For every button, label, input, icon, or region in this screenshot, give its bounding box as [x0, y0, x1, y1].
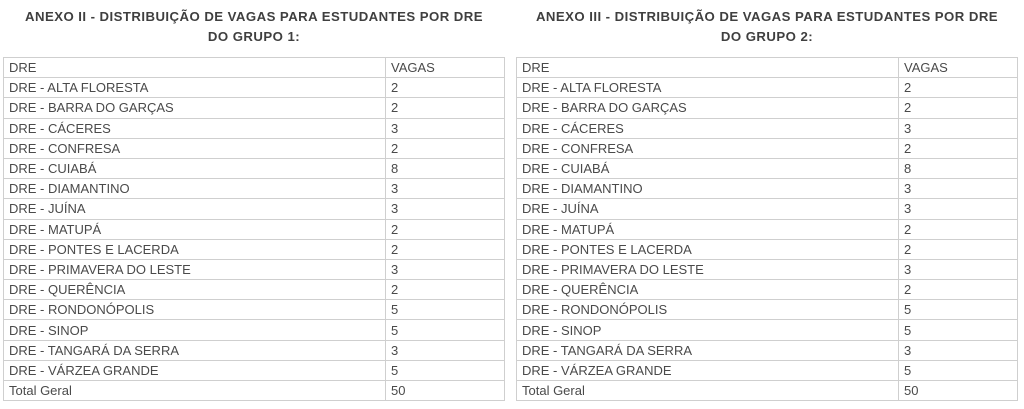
- table-row: [4, 199, 505, 219]
- table-row: [4, 340, 505, 360]
- annex-iii-table-body: [517, 58, 1018, 401]
- annex-ii-title-line2: DO GRUPO 1:: [207, 29, 301, 44]
- annex-iii-title: [516, 7, 1018, 47]
- table-row: [4, 158, 505, 178]
- vagas-count-cell: 3: [899, 199, 1018, 219]
- table-row: [517, 138, 1018, 158]
- table-row: [4, 138, 505, 158]
- table-header-row: [517, 58, 1018, 78]
- annex-iii-table: [516, 57, 1018, 401]
- table-row: [4, 320, 505, 340]
- table-row: [4, 259, 505, 279]
- table-header-row: [4, 58, 505, 78]
- table-row: [517, 320, 1018, 340]
- table-row: [517, 199, 1018, 219]
- annex-ii-title: [3, 7, 505, 47]
- vagas-count-cell: 2: [386, 98, 505, 118]
- dre-name-cell: DRE - CONFRESA: [4, 138, 386, 158]
- table-row: [4, 98, 505, 118]
- total-value: 50: [899, 381, 1018, 401]
- header-vagas: VAGAS: [899, 58, 1018, 78]
- vagas-count-cell: 2: [899, 98, 1018, 118]
- dre-name-cell: DRE - CONFRESA: [517, 138, 899, 158]
- table-row: [517, 179, 1018, 199]
- vagas-count-cell: 2: [899, 138, 1018, 158]
- vagas-count-cell: 5: [899, 320, 1018, 340]
- table-row: [517, 340, 1018, 360]
- dre-name-cell: DRE - VÁRZEA GRANDE: [4, 360, 386, 380]
- table-row: [517, 360, 1018, 380]
- table-row: [517, 239, 1018, 259]
- dre-name-cell: DRE - CÁCERES: [517, 118, 899, 138]
- vagas-count-cell: 2: [386, 219, 505, 239]
- vagas-count-cell: 2: [899, 78, 1018, 98]
- dre-name-cell: DRE - TANGARÁ DA SERRA: [517, 340, 899, 360]
- table-row: [517, 280, 1018, 300]
- dre-name-cell: DRE - SINOP: [517, 320, 899, 340]
- vagas-count-cell: 2: [386, 78, 505, 98]
- vagas-count-cell: 3: [386, 179, 505, 199]
- vagas-count-cell: 8: [899, 158, 1018, 178]
- vagas-count-cell: 5: [386, 320, 505, 340]
- vagas-count-cell: 5: [899, 360, 1018, 380]
- table-row: [4, 300, 505, 320]
- header-dre: DRE: [4, 58, 386, 78]
- total-label: Total Geral: [4, 381, 386, 401]
- vagas-count-cell: 2: [386, 239, 505, 259]
- total-row: [517, 381, 1018, 401]
- vagas-count-cell: 5: [386, 300, 505, 320]
- dre-name-cell: DRE - DIAMANTINO: [4, 179, 386, 199]
- table-row: [517, 98, 1018, 118]
- dre-name-cell: DRE - VÁRZEA GRANDE: [517, 360, 899, 380]
- dre-name-cell: DRE - DIAMANTINO: [517, 179, 899, 199]
- vagas-count-cell: 2: [899, 219, 1018, 239]
- total-label: Total Geral: [517, 381, 899, 401]
- vagas-count-cell: 8: [386, 158, 505, 178]
- dre-name-cell: DRE - MATUPÁ: [517, 219, 899, 239]
- dre-name-cell: DRE - PRIMAVERA DO LESTE: [4, 259, 386, 279]
- vagas-count-cell: 5: [386, 360, 505, 380]
- dre-name-cell: DRE - PRIMAVERA DO LESTE: [517, 259, 899, 279]
- annex-ii-title-line1: ANEXO II - DISTRIBUIÇÃO DE VAGAS PARA ESTUDANTES POR DRE: [25, 9, 483, 24]
- dre-name-cell: DRE - ALTA FLORESTA: [4, 78, 386, 98]
- dre-name-cell: DRE - RONDONÓPOLIS: [4, 300, 386, 320]
- table-row: [4, 78, 505, 98]
- annex-ii-table: [3, 57, 505, 401]
- annex-iii-title-line2: DO GRUPO 2:: [720, 29, 814, 44]
- vagas-count-cell: 3: [899, 340, 1018, 360]
- dre-name-cell: DRE - MATUPÁ: [4, 219, 386, 239]
- vagas-count-cell: 3: [899, 118, 1018, 138]
- table-row: [4, 360, 505, 380]
- dre-name-cell: DRE - CÁCERES: [4, 118, 386, 138]
- annex-ii-table-body: [4, 58, 505, 401]
- table-row: [4, 179, 505, 199]
- table-row: [517, 118, 1018, 138]
- dre-name-cell: DRE - QUERÊNCIA: [517, 280, 899, 300]
- dre-name-cell: DRE - JUÍNA: [517, 199, 899, 219]
- table-row: [517, 158, 1018, 178]
- total-row: [4, 381, 505, 401]
- table-row: [517, 219, 1018, 239]
- table-row: [4, 280, 505, 300]
- dre-name-cell: DRE - JUÍNA: [4, 199, 386, 219]
- vagas-count-cell: 5: [899, 300, 1018, 320]
- table-row: [4, 219, 505, 239]
- dre-name-cell: DRE - BARRA DO GARÇAS: [4, 98, 386, 118]
- vagas-count-cell: 3: [899, 179, 1018, 199]
- dre-name-cell: DRE - QUERÊNCIA: [4, 280, 386, 300]
- dre-name-cell: DRE - CUIABÁ: [517, 158, 899, 178]
- dre-name-cell: DRE - BARRA DO GARÇAS: [517, 98, 899, 118]
- table-row: [4, 239, 505, 259]
- table-row: [4, 118, 505, 138]
- vagas-count-cell: 2: [386, 280, 505, 300]
- dre-name-cell: DRE - PONTES E LACERDA: [4, 239, 386, 259]
- dre-name-cell: DRE - SINOP: [4, 320, 386, 340]
- vagas-count-cell: 2: [899, 280, 1018, 300]
- table-row: [517, 259, 1018, 279]
- dre-name-cell: DRE - RONDONÓPOLIS: [517, 300, 899, 320]
- dre-name-cell: DRE - ALTA FLORESTA: [517, 78, 899, 98]
- header-vagas: VAGAS: [386, 58, 505, 78]
- total-value: 50: [386, 381, 505, 401]
- vagas-count-cell: 3: [386, 199, 505, 219]
- table-row: [517, 78, 1018, 98]
- vagas-count-cell: 3: [386, 340, 505, 360]
- header-dre: DRE: [517, 58, 899, 78]
- table-row: [517, 300, 1018, 320]
- vagas-count-cell: 3: [386, 118, 505, 138]
- vagas-count-cell: 2: [899, 239, 1018, 259]
- dre-name-cell: DRE - PONTES E LACERDA: [517, 239, 899, 259]
- vagas-count-cell: 2: [386, 138, 505, 158]
- annex-iii-title-line1: ANEXO III - DISTRIBUIÇÃO DE VAGAS PARA ESTUDANTES POR DRE: [535, 9, 999, 24]
- dre-name-cell: DRE - TANGARÁ DA SERRA: [4, 340, 386, 360]
- vagas-count-cell: 3: [386, 259, 505, 279]
- dre-name-cell: DRE - CUIABÁ: [4, 158, 386, 178]
- vagas-count-cell: 3: [899, 259, 1018, 279]
